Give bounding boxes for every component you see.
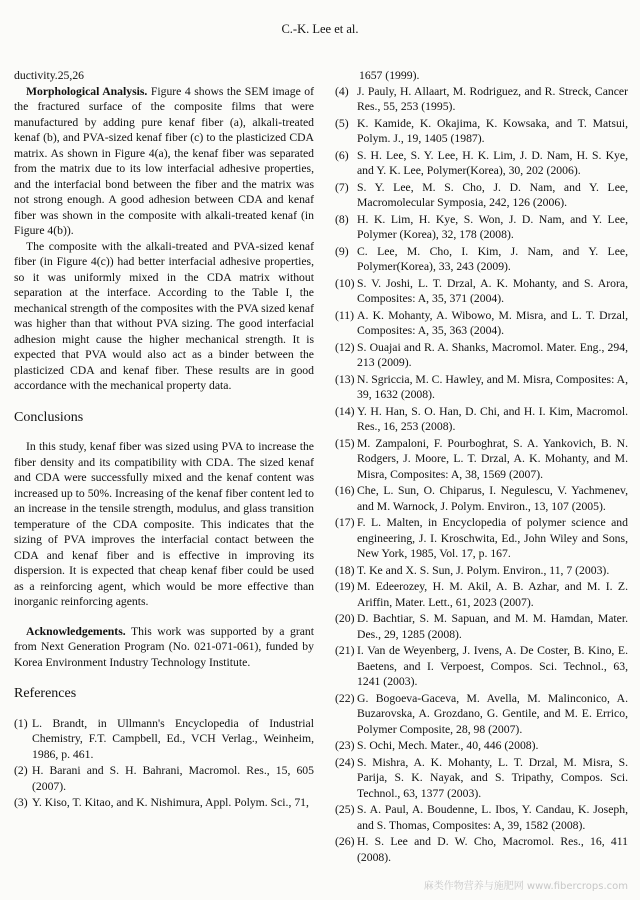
reference-number: (21) <box>335 644 355 657</box>
acknowledgements-heading: Acknowledgements. <box>26 624 126 638</box>
reference-text: S. Y. Lee, M. S. Cho, J. D. Nam, and Y. Lee, Macromolecular Symposia, 242, 126 (2006). <box>357 180 628 209</box>
reference-number: (14) <box>335 404 355 418</box>
reference-number: (20) <box>335 612 355 625</box>
reference-text: S. Mishra, A. K. Mohanty, L. T. Drzal, M. Misra, S. Parija, S. K. Nayak, and S. Tripathy, Compos. Sci. Technol., 63, 1377 (2003). <box>357 755 628 800</box>
reference-item <box>335 436 628 483</box>
reference-number: (19) <box>335 580 355 593</box>
reference-text: G. Bogoeva-Gaceva, M. Avella, M. Malinconico, A. Buzarovska, A. Grozdano, G. Gentile, and M. E. Errico, Polymer Composite, 28, 98 (2007). <box>357 691 628 736</box>
reference-number: (22) <box>335 691 355 705</box>
reference-number: (7) <box>335 180 349 194</box>
reference-item <box>335 116 628 147</box>
reference-number: (17) <box>335 516 355 529</box>
reference-text: K. Kamide, K. Okajima, K. Kowsaka, and T. Matsui, Polym. J., 19, 1405 (1987). <box>357 116 628 145</box>
acknowledgements-text: This work was supported by a grant from Next Generation Program (No. 021-071-061), funded by Korea Environment Industry Technology Institute. <box>14 624 314 669</box>
reference-number: (26) <box>335 835 355 848</box>
reference-item <box>335 148 628 179</box>
reference-text: M. Zampaloni, F. Pourboghrat, S. A. Yankovich, B. N. Rodgers, J. Moore, L. T. Drzal, A. K. Mohanty, and M. Misra, Composites: A, 38, 1569 (2007). <box>357 436 628 481</box>
reference-item <box>335 340 628 371</box>
conclusions-paragraph: In this study, kenaf fiber was sized using PVA to increase the fiber density and its compatibility with CDA. The sized kenaf and CDA were successfully mixed and the kenaf content was increased up to 50%. Increasing of the kenaf fiber content led to an increase in the tensile strength, modulus, and glass transition temperature of the CDA composite. This indicates that the sizing of PVA improves the interfacial contact between the CDA and kenaf fiber and is effective in improving its dispersion. It is expected that cheap kenaf fiber could be used as a reinforcing agent, which would be more effective than inorganic reinforcing agents. <box>14 440 314 608</box>
reference-list-left <box>14 716 314 811</box>
reference-number: (13) <box>335 372 355 386</box>
reference-text: S. Ouajai and R. A. Shanks, Macromol. Mater. Eng., 294, 213 (2009). <box>357 340 628 369</box>
reference-continuation: 1657 (1999). <box>359 69 420 82</box>
reference-item <box>335 84 628 115</box>
reference-item <box>335 372 628 403</box>
references-heading: References <box>14 686 77 701</box>
reference-item <box>335 755 628 802</box>
reference-number: (15) <box>335 436 355 450</box>
reference-text: T. Ke and X. S. Sun, J. Polym. Environ., 11, 7 (2003). <box>357 563 610 577</box>
reference-text: S. A. Paul, A. Boudenne, L. Ibos, Y. Candau, K. Joseph, and S. Thomas, Composites: A, 39, 1582 (2008). <box>357 803 628 832</box>
reference-number: (12) <box>335 340 355 354</box>
reference-number: (5) <box>335 116 349 130</box>
acknowledgements-paragraph <box>14 624 314 671</box>
reference-text: D. Bachtiar, S. M. Sapuan, and M. M. Hamdan, Mater. Des., 29, 1285 (2008). <box>357 612 628 641</box>
reference-text: H. S. Lee and D. W. Cho, Macromol. Res., 16, 411 (2008). <box>357 835 628 864</box>
reference-item <box>335 308 628 339</box>
running-header: C.-K. Lee et al. <box>281 22 359 36</box>
reference-text: F. L. Malten, in Encyclopedia of polymer science and engineering, J. I. Kroschwita, Ed., John Wiley and Sons, New York, 1985, Vol. 17, p. 167. <box>357 516 628 560</box>
reference-text: S. Ochi, Mech. Mater., 40, 446 (2008). <box>357 739 539 752</box>
reference-number: (11) <box>335 308 355 322</box>
reference-text: M. Edeerozey, H. M. Akil, A. B. Azhar, and M. I. Z. Ariffin, Mater. Lett., 61, 2023 (2007). <box>357 580 628 609</box>
reference-number: (10) <box>335 276 355 290</box>
reference-number: (1) <box>14 716 28 730</box>
reference-text: Y. Kiso, T. Kitao, and K. Nishimura, Appl. Polym. Sci., 71, <box>32 796 309 809</box>
reference-text: S. V. Joshi, L. T. Drzal, A. K. Mohanty, and S. Arora, Composites: A, 35, 371 (2004). <box>357 276 628 305</box>
morphology-heading: Morphological Analysis. <box>26 84 148 98</box>
morphology-paragraph <box>14 84 314 239</box>
reference-number: (16) <box>335 484 355 497</box>
reference-text: Che, L. Sun, O. Chiparus, I. Negulescu, V. Yachmenev, and M. Warnock, J. Polym. Environ., 13, 107 (2005). <box>357 484 628 513</box>
reference-item <box>335 276 628 307</box>
reference-text: I. Van de Weyenberg, J. Ivens, A. De Coster, B. Kino, E. Baetens, and I. Verpoest, Compos. Sci. Technol., 63, 1241 (2003). <box>357 644 628 688</box>
reference-item <box>335 483 628 514</box>
reference-number: (4) <box>335 84 349 98</box>
left-column <box>14 68 314 812</box>
reference-text: N. Sgriccia, M. C. Hawley, and M. Misra, Composites: A, 39, 1632 (2008). <box>357 372 628 401</box>
reference-item <box>14 763 314 794</box>
composite-paragraph: The composite with the alkali-treated and PVA-sized kenaf fiber (in Figure 4(c)) had better interfacial adhesive properties, so it was uniformly mixed in the CDA matrix without separation at the interface. According to the Table I, the mechanical strength of the composites with the PVA sized kenaf was higher than that without PVA sizing. The good interfacial adhesion might cause the higher mechanical strength. It is expected that PVA would also act as a binder between the plasticized CDA and kenaf fiber. These results are in good accordance with the mechanical property data. <box>14 239 315 392</box>
reference-text: C. Lee, M. Cho, I. Kim, J. Nam, and Y. Lee, Polymer(Korea), 33, 243 (2009). <box>357 244 628 273</box>
reference-list-right <box>335 84 628 866</box>
reference-item <box>335 515 628 562</box>
reference-item <box>335 180 628 211</box>
reference-item <box>335 244 628 275</box>
reference-number: (23) <box>335 739 355 752</box>
reference-number: (6) <box>335 148 349 162</box>
reference-item <box>335 802 628 833</box>
reference-item <box>335 738 628 754</box>
conclusions-heading: Conclusions <box>14 409 84 425</box>
reference-number: (9) <box>335 244 349 258</box>
reference-number: (25) <box>335 803 355 816</box>
reference-text: Y. H. Han, S. O. Han, D. Chi, and H. I. Kim, Macromol. Res., 16, 253 (2008). <box>357 404 628 433</box>
reference-number: (24) <box>335 755 355 769</box>
reference-text: L. Brandt, in Ullmann's Encyclopedia of Industrial Chemistry, F.T. Campbell, Ed., VCH Verlag., Weinheim, 1986, p. 461. <box>32 716 314 761</box>
right-column <box>335 68 628 866</box>
site-watermark: 麻类作物营养与施肥网 www.fibercrops.com <box>423 881 628 892</box>
reference-item <box>335 404 628 435</box>
reference-item <box>335 579 628 610</box>
morphology-text: Figure 4 shows the SEM image of the fractured surface of the composite films that were manufactured by adding pure kenaf fiber (a), alkali-treated kenaf (b), and PVA-sized kenaf fiber (c) to the plasticized CDA matrix. As shown in Figure 4(a), the kenaf fiber was separated from the matrix due to its low interfacial adhesive properties, and the interfacial bond between the fiber and the matrix was not strong enough. A good adhesion between CDA and kenaf fiber was shown in the composite with alkali-treated kenaf (in Figure 4(b)). <box>14 84 314 237</box>
reference-text: A. K. Mohanty, A. Wibowo, M. Misra, and L. T. Drzal, Composites: A, 35, 363 (2004). <box>357 308 628 337</box>
reference-number: (3) <box>14 796 28 809</box>
reference-item <box>14 795 314 811</box>
reference-item <box>335 643 628 690</box>
reference-number: (8) <box>335 212 349 226</box>
reference-item <box>335 834 628 865</box>
reference-number: (2) <box>14 764 28 777</box>
reference-item <box>335 212 628 243</box>
reference-number: (18) <box>335 563 355 577</box>
reference-item <box>335 563 628 579</box>
reference-item <box>335 691 628 738</box>
paragraph-continuation: ductivity.25,26 <box>14 69 85 82</box>
reference-text: H. K. Lim, H. Kye, S. Won, J. D. Nam, and Y. Lee, Polymer (Korea), 32, 178 (2008). <box>357 212 628 241</box>
reference-item <box>335 611 628 642</box>
reference-text: S. H. Lee, S. Y. Lee, H. K. Lim, J. D. Nam, H. S. Kye, and Y. K. Lee, Polymer(Korea), 30, 202 (2006). <box>357 148 628 177</box>
reference-item <box>14 716 314 763</box>
reference-text: H. Barani and S. H. Bahrani, Macromol. Res., 15, 605 (2007). <box>32 764 314 793</box>
reference-text: J. Pauly, H. Allaart, M. Rodriguez, and R. Streck, Cancer Res., 55, 253 (1995). <box>357 84 628 113</box>
